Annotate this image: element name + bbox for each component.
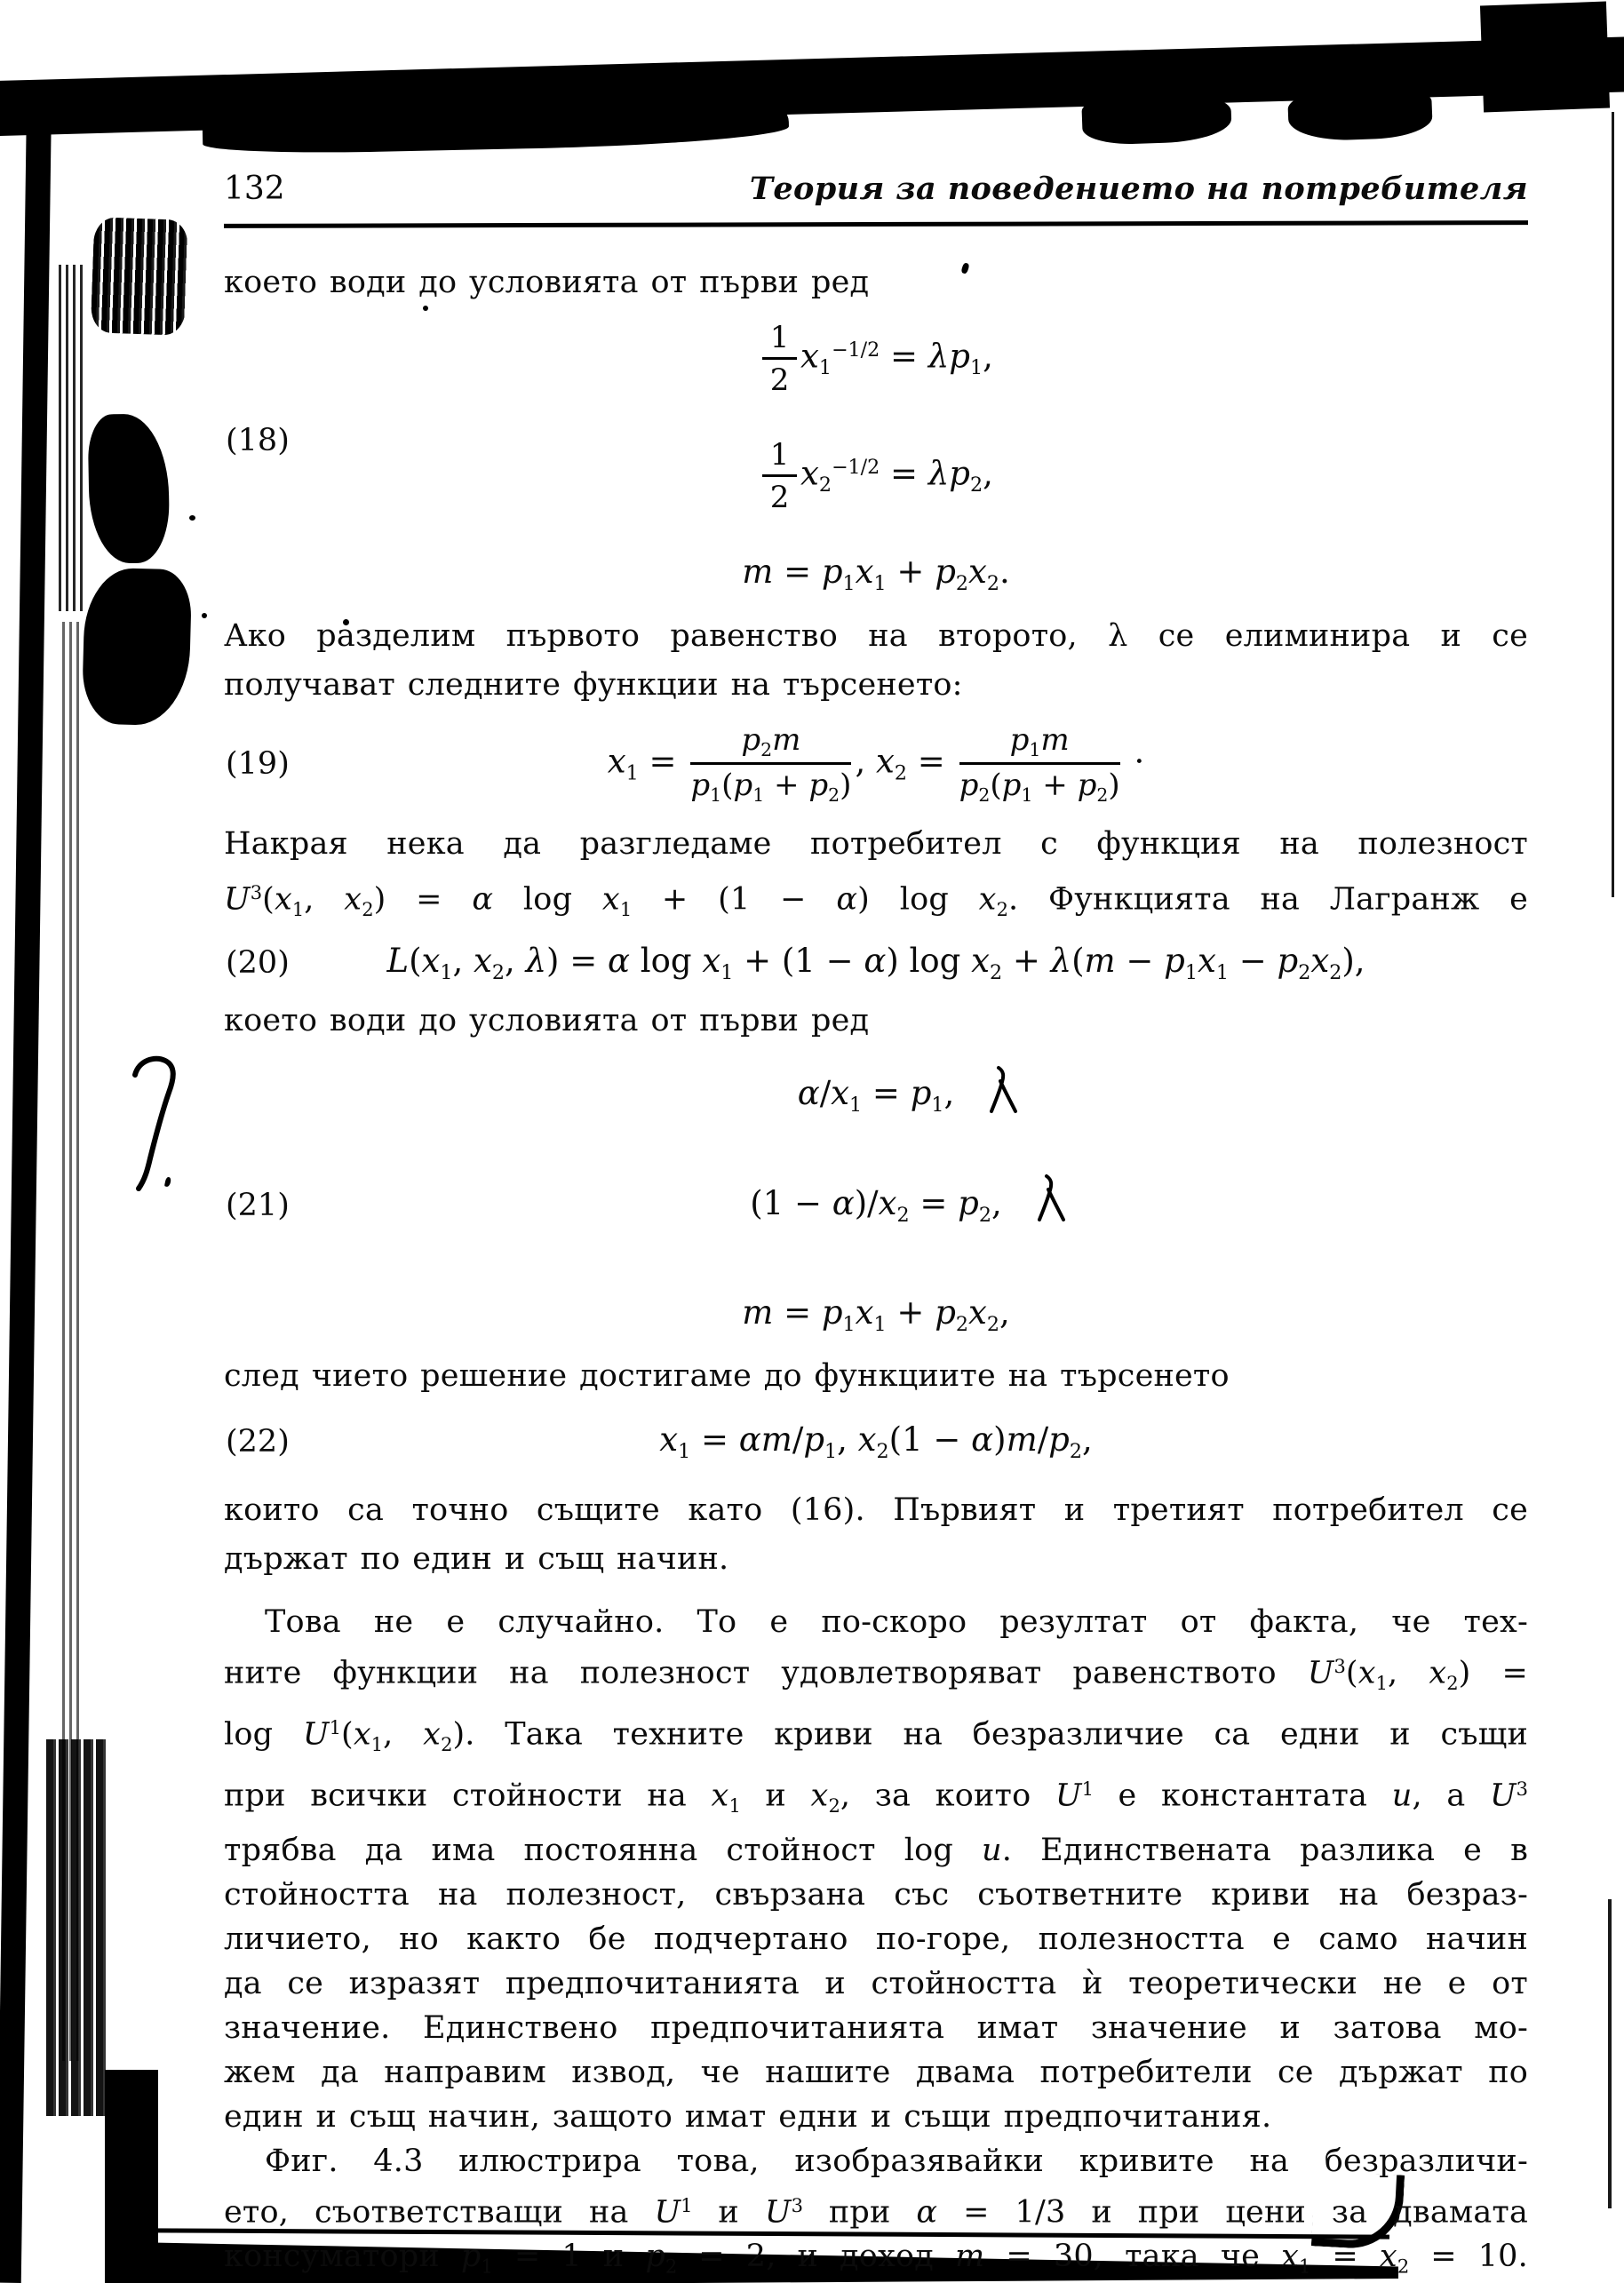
handwritten-margin-mark bbox=[126, 1054, 197, 1205]
scan-artifact-spine-blob bbox=[82, 567, 193, 726]
equation-label: (20) bbox=[226, 945, 290, 982]
text-line: жем да направим извод, че нашите двама потребители се държат по bbox=[224, 2054, 1528, 2090]
text-line: което води до условията от първи ред bbox=[224, 265, 870, 300]
equation-20 bbox=[224, 942, 1528, 984]
equation-label: (22) bbox=[226, 1424, 290, 1460]
scan-speck bbox=[202, 613, 207, 618]
scan-artifact-blob bbox=[1081, 91, 1232, 146]
text-line: които са точно същите като (16). Първият и третият потребител се bbox=[224, 1492, 1528, 1529]
paragraph bbox=[224, 2139, 1528, 2283]
scan-artifact-top-right-block bbox=[1480, 2, 1610, 113]
text-line: да се изразят предпочитанията и стойността ѝ теоретически не е от bbox=[224, 1965, 1528, 2001]
header-rule bbox=[224, 220, 1528, 228]
text-line: което води до условията от първи ред bbox=[224, 1002, 870, 1038]
text-line: значение. Единствено предпочитанията имат значение и затова мо- bbox=[224, 2009, 1528, 2046]
handwritten-lambda-mark bbox=[1038, 1173, 1066, 1223]
text-line: ните функции на полезност удовлетворяват равенството $U^3(x_1$, $x_2$) = bbox=[224, 1655, 1528, 1694]
scan-artifact-spine-streaks bbox=[59, 265, 84, 611]
text-line: $\log U^1(x_1$, $x_2$). Така техните криви на безразличие са едни и същи bbox=[224, 1716, 1528, 1755]
equation-line: $m = p_1x_1 + p_2x_2$. bbox=[742, 552, 1010, 595]
text-line: стойността на полезност, свързана със съответните криви на безраз- bbox=[224, 1876, 1528, 1913]
equation-label: (18) bbox=[226, 423, 290, 458]
text-line: Фиг. 4.3 илюстрира това, изобразявайки кривите на безразличи- bbox=[265, 2143, 1528, 2179]
text-line: Накрая нека да разгледаме потребител с функция на полезност bbox=[224, 826, 1528, 863]
text-line: ето, съответстващи на $U^1$ и $U^3$ при α = 1/3 и при цени за двамата bbox=[224, 2194, 1529, 2231]
equation-line: $x_1 = \alpha m/p_1$, $x_2(1 - \alpha)m/p_2$, bbox=[659, 1420, 1093, 1464]
page-header bbox=[224, 171, 1528, 215]
paragraph bbox=[224, 1600, 1528, 2139]
equation-line: $m = p_1x_1 + p_2x_2$, bbox=[742, 1293, 1010, 1337]
equation-label: (19) bbox=[226, 746, 290, 783]
equation-line: $\frac{1}{2}$ $x_2^{-1/2} = \lambda p_2$, bbox=[224, 437, 1528, 515]
equation-line: $(1 - \alpha)/x_2 = p_2$, bbox=[224, 1184, 1528, 1227]
equation-line: $\frac{1}{2}$ $x_1^{-1/2} = \lambda p_1$, bbox=[224, 320, 1528, 398]
scan-artifact-blob bbox=[1287, 86, 1433, 142]
scan-artifact-spine-blob bbox=[91, 217, 188, 336]
text-line: един и същ начин, защото имат едни и същи предпочитания. bbox=[224, 2098, 1272, 2135]
equation-21 bbox=[224, 1074, 1528, 1336]
scan-artifact-spine-blob bbox=[46, 1739, 107, 2116]
page-number: 132 bbox=[224, 171, 285, 207]
scan-artifact-spine-blob bbox=[88, 413, 171, 564]
equation-19 bbox=[224, 722, 1528, 806]
text-line: консуматори $p_1 = 1$ и $p_2 = 2$, и доход m = 30, така че $x_1 = x_2 = 10$. bbox=[224, 2239, 1528, 2278]
equation-22 bbox=[224, 1420, 1528, 1463]
equation-18 bbox=[224, 320, 1528, 594]
text-line: личието, но както бе подчертано по-горе, полезността е само начин bbox=[224, 1921, 1528, 1957]
text-line: получават следните функции на търсенето: bbox=[224, 667, 963, 704]
text-line: Това не е случайно. То е по-скоро резултат от факта, че тех- bbox=[265, 1604, 1528, 1641]
scan-artifact-right-edge bbox=[1608, 1899, 1612, 2208]
equation-line: $x_1$ = $\frac{p_2m}{p_1(p_1 + p_2)}$ , $x_2$ = $\frac{p_1m}{p_2(p_1 + p_2)}$ · bbox=[607, 722, 1145, 807]
text-line: Ако разделим първото равенство на второто, λ се елиминира и се bbox=[224, 618, 1528, 655]
page-content bbox=[224, 171, 1528, 2283]
scan-artifact-spine-band bbox=[0, 103, 52, 2283]
text-line: при всички стойности на $x_1$ и $x_2$, за които $U^1$ е константата u, а $U^3$ bbox=[224, 1778, 1529, 1817]
running-title: Теория за поведението на потребителя bbox=[749, 171, 1528, 207]
text-line: $U^3(x_1$, $x_2) = \alpha$ $\log x_1 + (1 - \alpha)$ $\log x_2$. Функцията на Лагранж е bbox=[224, 881, 1528, 921]
scan-speck bbox=[189, 515, 195, 521]
equation-line: $\alpha/x_1 = p_1$, bbox=[224, 1074, 1528, 1117]
handwritten-lambda-mark bbox=[990, 1065, 1018, 1115]
text-line: трябва да има постоянна стойност log u. Единствената разлика е в bbox=[224, 1832, 1528, 1868]
equation-line: $L(x_1$, $x_2$, λ) = α $\log x_1 + (1 - \alpha)$ $\log x_2 + \lambda(m - p_1x_1 - p_2x_2)$, bbox=[386, 942, 1365, 984]
text-line: след чието решение достигаме до функциите на търсенето bbox=[224, 1358, 1230, 1395]
scan-artifact-right-edge bbox=[1612, 112, 1614, 897]
equation-label: (21) bbox=[226, 1187, 290, 1223]
text-line: държат по един и същ начин. bbox=[224, 1541, 729, 1578]
